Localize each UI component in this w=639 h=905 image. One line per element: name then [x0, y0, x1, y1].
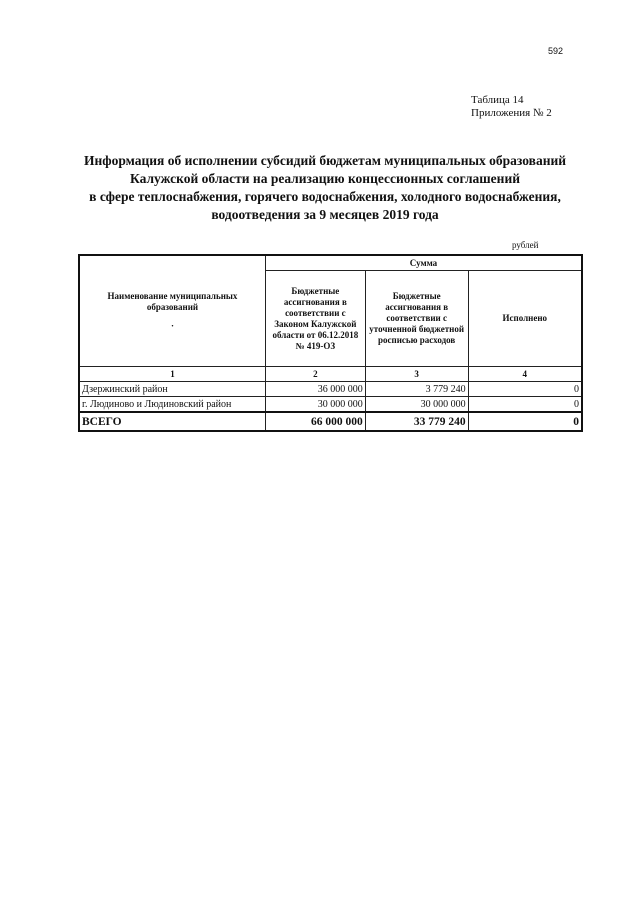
column-number: 3	[365, 367, 468, 382]
municipality-name: Дзержинский район	[79, 382, 265, 397]
municipality-name: г. Людиново и Людиновский район	[79, 397, 265, 413]
total-label: ВСЕГО	[79, 412, 265, 431]
page-number: 592	[548, 46, 564, 56]
title-line: водоотведения за 9 месяцев 2019 года	[211, 207, 439, 222]
table-ref-line: Приложения № 2	[471, 107, 552, 119]
total-executed: 0	[468, 412, 582, 431]
title-line: Калужской области на реализацию концессионных соглашений	[129, 171, 520, 186]
header-budget-refined: Бюджетные ассигнования в соответствии с уточненной бюджетной росписью расходов	[365, 271, 468, 367]
column-number: 1	[79, 367, 265, 382]
header-mark: ·	[170, 320, 174, 331]
budget-refined-value: 3 779 240	[365, 382, 468, 397]
total-budget-law: 66 000 000	[265, 412, 365, 431]
total-row	[79, 412, 582, 431]
title-line: Информация об исполнении субсидий бюджетам муниципальных образований	[83, 153, 567, 168]
column-number: 2	[265, 367, 365, 382]
header-executed: Исполнено	[468, 271, 582, 367]
executed-value: 0	[468, 397, 582, 413]
units-label: рублей	[512, 240, 539, 250]
table-reference	[471, 94, 552, 120]
budget-refined-value: 30 000 000	[365, 397, 468, 413]
executed-value: 0	[468, 382, 582, 397]
report-table	[78, 254, 583, 432]
column-number: 4	[468, 367, 582, 382]
title-line: в сфере теплоснабжения, горячего водоснабжения, холодного водоснабжения,	[89, 189, 561, 204]
header-municipality	[79, 255, 265, 367]
table-row	[79, 382, 582, 397]
document-title	[70, 152, 580, 224]
header-budget-law: Бюджетные ассигнования в соответствии с Законом Калужской области от 06.12.2018 № 419-ОЗ	[265, 271, 365, 367]
header-municipality-label: Наименование муниципальных образований	[107, 290, 238, 312]
table-row	[79, 397, 582, 413]
header-sum-group: Сумма	[265, 255, 582, 271]
budget-law-value: 36 000 000	[265, 382, 365, 397]
table-ref-line: Таблица 14	[471, 94, 524, 106]
total-budget-refined: 33 779 240	[365, 412, 468, 431]
budget-law-value: 30 000 000	[265, 397, 365, 413]
